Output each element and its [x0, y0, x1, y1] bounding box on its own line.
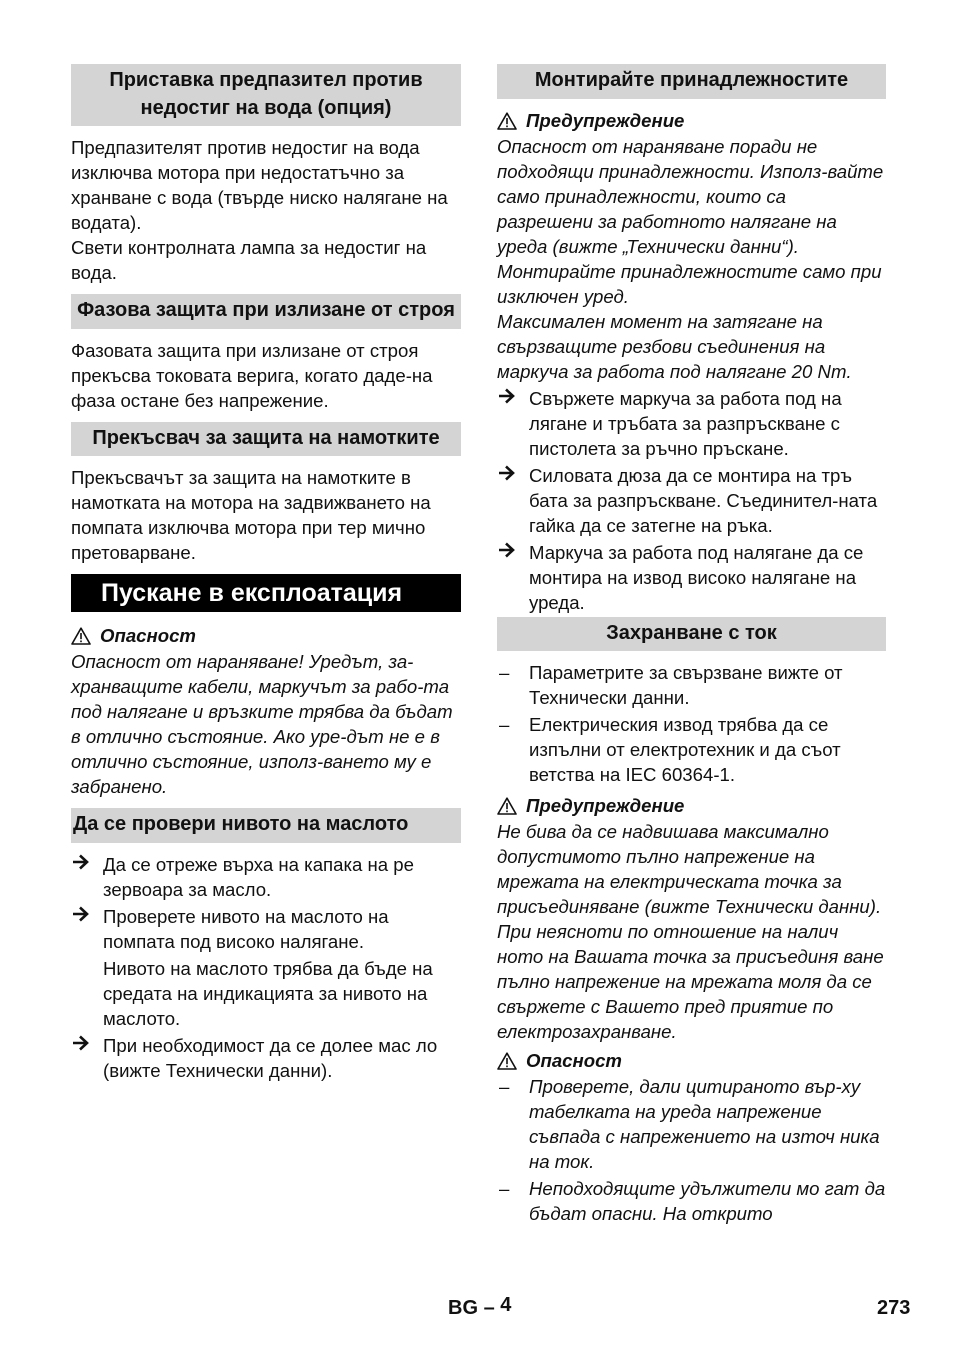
warning-triangle-icon: [497, 1052, 517, 1070]
danger-label: Опасност: [497, 1048, 886, 1074]
accessories-warning-text: Опасност от нараняване поради не подходящи принадлежности. Използ-вайте само принадлежности, които са разрешени за работното налягане на уреда (вижте „Технически данни“). Монтирайте принадлежностите само при изключен уред. Максимален момент на затягане на свързващите резбови съединения на маркуча за работа под налягане 20 Nm.: [497, 135, 884, 382]
list-item: Маркуча за работа под налягане да се монтира на извод високо налягане на уреда.: [497, 540, 886, 615]
chapter-heading-startup: Пускане в експлоатация: [71, 574, 461, 612]
section-heading-accessories: Монтирайте принадлежностите: [497, 64, 886, 99]
section-heading-water-shortage: Приставка предпазител против недостиг на вода (опция): [71, 64, 461, 126]
warning-label: Предупреждение: [497, 793, 886, 819]
arrow-right-icon: [497, 386, 523, 412]
water-shortage-text: Предпазителят против недостиг на вода изключва мотора при недостатъчно за хранване с вода (твърде ниско налягане на водата). Свети контролната лампа за недостиг на вода.: [71, 137, 448, 283]
page-number: 273: [877, 1297, 911, 1319]
section-heading-phase-protection: Фазова защита при излизане от строя: [71, 294, 461, 329]
list-item: – Неподходящите удължители мо гат да бъдат опасни. На открито: [499, 1178, 886, 1224]
section-heading-power-supply: Захранване с ток: [497, 617, 886, 652]
accessories-steps: [497, 386, 886, 615]
arrow-right-icon: [71, 904, 97, 930]
list-item: Да се отреже върха на капака на ре зервоара за масло.: [71, 852, 461, 902]
list-item: Свържете маркуча за работа под на лягане и тръбата за разпръскване с пистолета за ръчно пръскане.: [497, 386, 886, 461]
arrow-right-icon: [497, 540, 523, 566]
danger-text: Опасност от нараняване! Уредът, за-хранващите кабели, маркучът за рабо-та под налягане и връзките трябва да бъдат в отлично състояние. Ако уре-дът не е в отлично състояние, използ-ването му е забранено.: [71, 651, 453, 797]
section-heading-oil-level: Да се провери нивото на маслото: [71, 808, 461, 843]
winding-protection-text: Прекъсвачът за защита на намотките в намотката на мотора на задвижването на помпата изключва мотора при тер мично претоварване.: [71, 467, 431, 563]
list-item: Силовата дюза да се монтира на тръ бата за разпръскване. Съединител-ната гайка да се затегне на ръка.: [497, 463, 886, 538]
list-item: – Електрическия извод трябва да се изпълни от електротехник и да съот ветства на IEC 60364-1.: [499, 714, 841, 785]
list-continuation: Нивото на маслото трябва да бъде на средата на индикацията за нивото на маслото.: [103, 957, 433, 1029]
warning-triangle-icon: [497, 797, 517, 815]
dash-bullet: –: [499, 714, 510, 735]
oil-level-steps: [71, 852, 461, 1083]
warning-triangle-icon: [71, 627, 91, 645]
dash-bullet: –: [499, 1178, 510, 1199]
list-item: – Проверете, дали цитираното вър-ху табелката на уреда напрежение съвпада с напрежението на източ ника на ток.: [499, 1076, 880, 1172]
footer-section-marker: BG – 4: [448, 1294, 512, 1319]
danger-label: Опасност: [71, 623, 461, 649]
power-danger-items: [497, 1074, 886, 1226]
left-column: [71, 64, 461, 1085]
dash-bullet: –: [499, 662, 510, 683]
list-item: – Параметрите за свързване вижте от Технически данни.: [499, 662, 843, 708]
arrow-right-icon: [497, 463, 523, 489]
warning-label: Предупреждение: [497, 108, 886, 134]
phase-protection-text: Фазовата защита при излизане от строя прекъсва токовата верига, когато даде-на фаза остане без напрежение.: [71, 339, 433, 411]
right-column: [497, 64, 886, 1228]
arrow-right-icon: [71, 852, 97, 878]
list-item: Проверете нивото на маслото на помпата под високо налягане.: [71, 904, 461, 954]
arrow-right-icon: [71, 1033, 97, 1059]
warning-triangle-icon: [497, 112, 517, 130]
list-item: При необходимост да се долее мас ло (вижте Технически данни).: [71, 1033, 461, 1083]
power-supply-items: [497, 660, 886, 787]
power-warning-text: Не бива да се надвишава максимално допустимото пълно напрежение на мрежата на електрическата точка за присъединяване (вижте Технически данни). При неясноти по отношение на налич ното на Вашата точка за присъединя ване пълно напрежение на мрежата моля да се свържете с Вашето пред приятие по електрозахранване.: [497, 821, 884, 1042]
section-heading-winding-protection: Прекъсвач за защита на намотките: [71, 422, 461, 457]
dash-bullet: –: [499, 1076, 510, 1097]
